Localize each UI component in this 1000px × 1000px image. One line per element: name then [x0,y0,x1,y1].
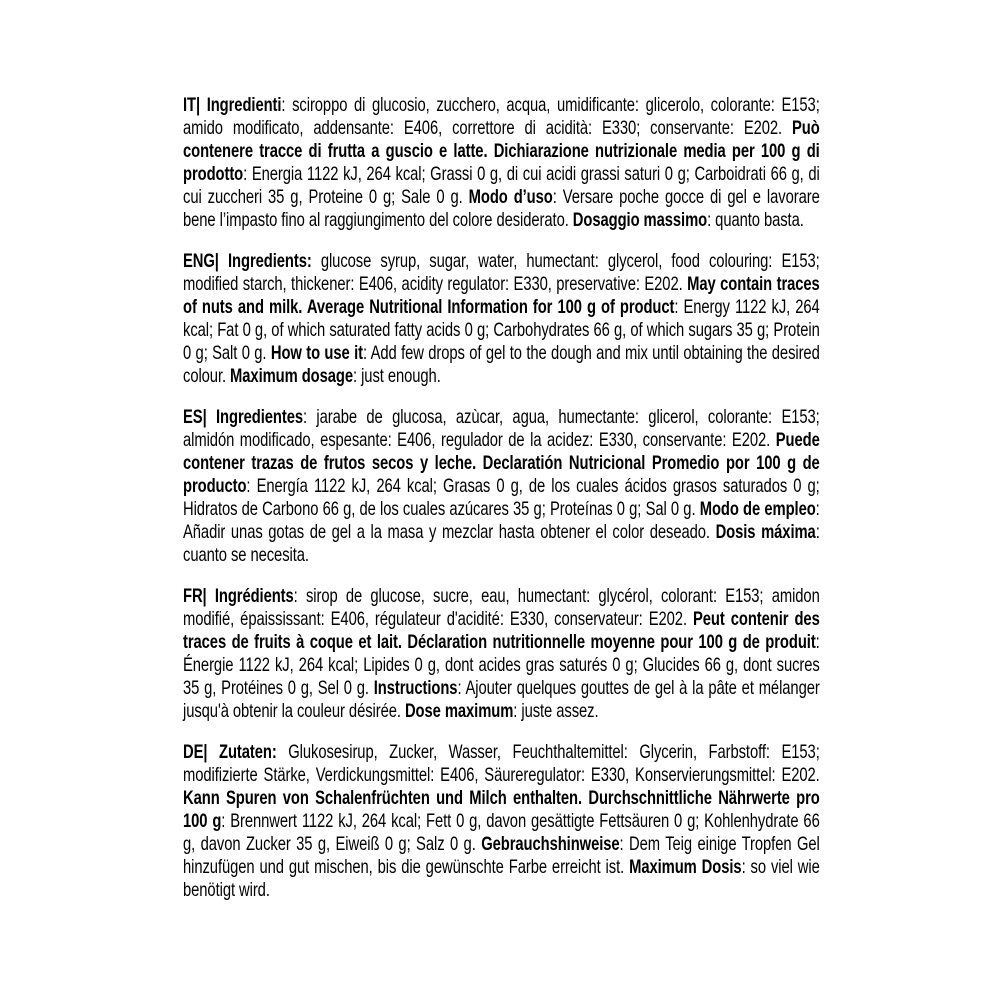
text-run: : juste assez. [513,700,599,722]
bold-text-run: Durchschnittliche Nährwerte pro 100 g [183,787,820,832]
bold-text-run: Peut contenir des traces de fruits à coque et lait. [183,608,820,653]
bold-text-run: ENG| Ingredients: [183,250,312,272]
ingredients-section-de [183,741,820,902]
text-run: : jarabe de glucosa, azùcar, agua, humectante: glicerol, colorante: E153; almidón modificado, espesante: E406, regulador de la acidez: E330, conservante: E202. [183,406,820,451]
bold-text-run: Instructions [373,677,458,699]
text-run: : sciroppo di glucosio, zucchero, acqua, umidificante: glicerolo, colorante: E153; amido modificato, addensante: E406, correttore di acidità: E330; conservante: E202. [183,94,820,139]
text-run: : Energy 1122 kJ, 264 kcal; Fat 0 g, of which saturated fatty acids 0 g; Carbohydrates 66 g, of which sugars 35 g; Protein 0 g; Salt 0 g. [183,296,820,364]
bold-text-run: FR| Ingrédients [183,585,294,607]
bold-text-run: Dichiarazione nutrizionale media per 100 g di prodotto [183,140,820,185]
bold-text-run: Average Nutritional Information for 100 g of product [306,296,675,318]
bold-text-run: How to use it [270,342,363,364]
text-run: : Energía 1122 kJ, 264 kcal; Grasas 0 g, de los cuales ácidos grasos saturados 0 g; Hidratos de Carbono 66 g, de los cuales azúcares 35 g; Proteínas 0 g; Sal 0 g. [183,475,820,520]
bold-text-run: Puede contener trazas de frutos secos y leche. [183,429,820,474]
bold-text-run: Può contenere tracce di frutta a guscio e latte. [183,117,820,162]
ingredients-section-fr [183,585,820,723]
text-run: : Versare poche gocce di gel e lavorare bene l’impasto fino al raggiungimento del colore desiderato. [183,186,820,231]
bold-text-run: Modo d’uso [468,186,553,208]
bold-text-run: Dose maximum [404,700,514,722]
text-run: : Añadir unas gotas de gel a la masa y mezclar hasta obtener el color deseado. [183,498,820,543]
bold-text-run: Maximum dosage [230,365,354,387]
bold-text-run: ES| Ingredientes [183,406,303,428]
bold-text-run: Dosaggio massimo [572,209,708,231]
text-run: : so viel wie benötigt wird. [183,856,820,901]
bold-text-run: Gebrauchshinweise [481,833,620,855]
bold-text-run: Maximum Dosis [629,856,742,878]
text-run: : Énergie 1122 kJ, 264 kcal; Lipides 0 g, dont acides gras saturés 0 g; Glucides 66 g, dont sucres 35 g, Protéines 0 g, Sel 0 g. [183,631,820,699]
label-text-block [183,94,821,920]
bold-text-run: May contain traces of nuts and milk. [183,273,820,318]
ingredients-section-it [183,94,820,232]
ingredients-section-es [183,406,820,567]
text-run: : Add few drops of gel to the dough and mix until obtaining the desired colour. [183,342,820,387]
bold-text-run: Modo de empleo [699,498,816,520]
text-run: : Brennwert 1122 kJ, 264 kcal; Fett 0 g, davon gesättigte Fettsäuren 0 g; Kohlenhydrate 66 g, davon Zucker 35 g, Eiweiß 0 g; Salz 0 g. [183,810,820,855]
bold-text-run: IT| Ingredienti [183,94,282,116]
bold-text-run: Kann Spuren von Schalenfrüchten und Milch enthalten. [183,787,589,809]
ingredients-section-eng [183,250,820,388]
label-sections [183,94,820,902]
text-run: glucose syrup, sugar, water, humectant: glycerol, food colouring: E153; modified starch, thickener: E406, acidity regulator: E330, preservative: E202. [183,250,820,295]
text-run: : just enough. [353,365,441,387]
text-run: Glukosesirup, Zucker, Wasser, Feuchthaltemittel: Glycerin, Farbstoff: E153; modifizierte Stärke, Verdickungsmittel: E406, Säureregulator: E330, Konservierungsmittel: E202. [183,741,820,786]
text-run: : Ajouter quelques gouttes de gel à la pâte et mélanger jusqu'à obtenir la couleur désirée. [183,677,820,722]
text-run: : quanto basta. [707,209,804,231]
bold-text-run: Dosis máxima [715,521,816,543]
text-run: : sirop de glucose, sucre, eau, humectant: glycérol, colorant: E153; amidon modifié, épaississant: E406, régulateur d'acidité: E330, conservateur: E202. [183,585,820,630]
bold-text-run: Declaratión Nutricional Promedio por 100 g de producto [183,452,820,497]
text-run: : Dem Teig einige Tropfen Gel hinzufügen und gut mischen, bis die gewünschte Farbe erreicht ist. [183,833,820,878]
text-run: : Energia 1122 kJ, 264 kcal; Grassi 0 g, di cui acidi grassi saturi 0 g; Carboidrati 66 g, di cui zuccheri 35 g, Proteine 0 g; Sale 0 g. [183,163,820,208]
bold-text-run: Déclaration nutritionnelle moyenne pour 100 g de produit [407,631,816,653]
text-run: : cuanto se necesita. [183,521,820,566]
bold-text-run: DE| Zutaten: [183,741,277,763]
